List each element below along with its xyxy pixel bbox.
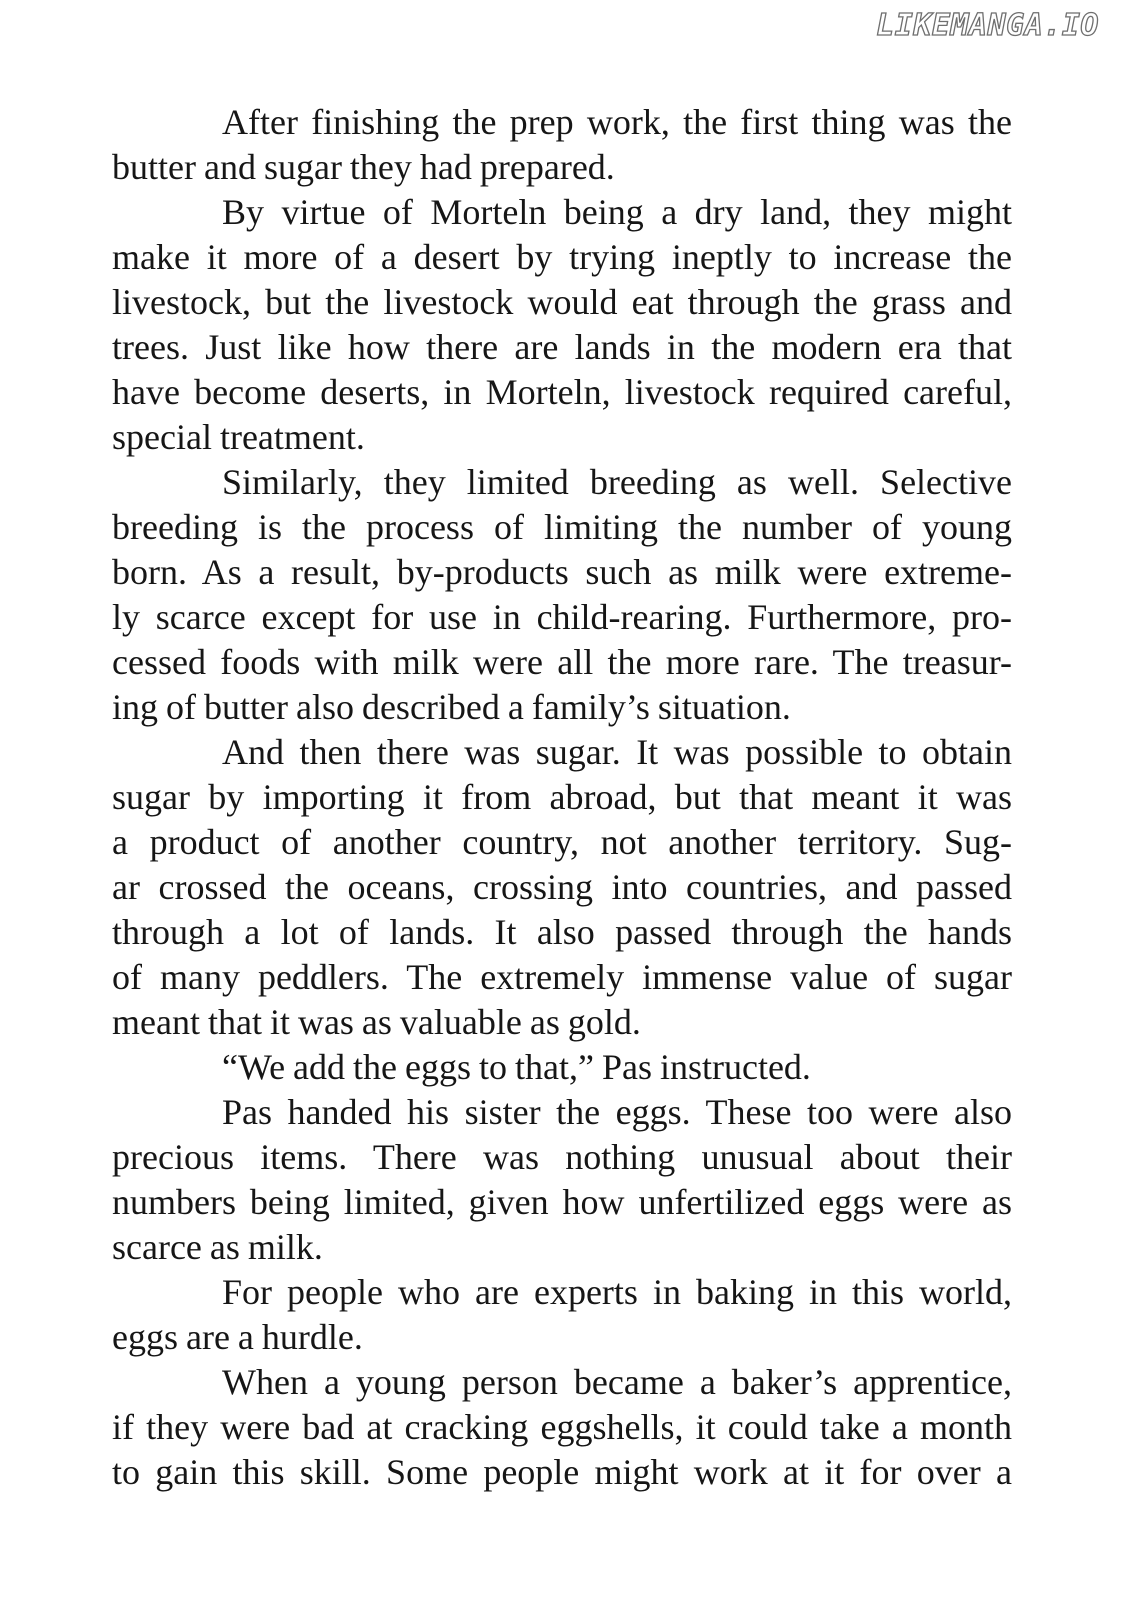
text-line: For people who are experts in baking in this world, [222,1272,1012,1312]
paragraph [112,100,1012,190]
text-line: special treatment. [112,417,365,457]
site-watermark: LIKEMANGA.IO [876,8,1099,43]
text-line: if they were bad at cracking eggshells, it could take a month [112,1407,1012,1447]
text-line: to gain this skill. Some people might work at it for over a [112,1452,1012,1492]
text-line: precious items. There was nothing unusual about their [112,1137,1012,1177]
paragraph [112,1090,1012,1270]
text-line: breeding is the process of limiting the number of young [112,507,1012,547]
paragraph-dialogue [112,1045,1012,1090]
text-line: of many peddlers. The extremely immense value of sugar [112,957,1012,997]
text-line: scarce as milk. [112,1227,323,1267]
text-line: Pas handed his sister the eggs. These too were also [222,1092,1012,1132]
text-line: meant that it was as valuable as gold. [112,1002,641,1042]
paragraph [112,1360,1012,1495]
text-line: ly scarce except for use in child-rearing. Furthermore, pro- [112,597,1012,637]
text-line: After finishing the prep work, the first thing was the [222,102,1012,142]
text-line: trees. Just like how there are lands in the modern era that [112,327,1012,367]
body-text [112,100,1012,1495]
paragraph [112,460,1012,730]
text-line: born. As a result, by-products such as milk were extreme- [112,552,1012,592]
text-line: eggs are a hurdle. [112,1317,363,1357]
text-line: When a young person became a baker’s apprentice, [222,1362,1012,1402]
text-line: through a lot of lands. It also passed through the hands [112,912,1012,952]
paragraph [112,190,1012,460]
text-line: make it more of a desert by trying ineptly to increase the [112,237,1012,277]
text-line: “We add the eggs to that,” Pas instructed. [222,1047,811,1087]
text-line: And then there was sugar. It was possible to obtain [222,732,1012,772]
text-line: have become deserts, in Morteln, livestock required careful, [112,372,1012,412]
text-line: numbers being limited, given how unfertilized eggs were as [112,1182,1012,1222]
paragraph [112,1270,1012,1360]
text-line: a product of another country, not another territory. Sug- [112,822,1012,862]
text-line: livestock, but the livestock would eat through the grass and [112,282,1012,322]
text-line: butter and sugar they had prepared. [112,147,615,187]
paragraph [112,730,1012,1045]
text-line: Similarly, they limited breeding as well. Selective [222,462,1012,502]
text-line: ing of butter also described a family’s situation. [112,687,791,727]
text-line: cessed foods with milk were all the more rare. The treasur- [112,642,1012,682]
text-line: ar crossed the oceans, crossing into countries, and passed [112,867,1012,907]
text-line: By virtue of Morteln being a dry land, they might [222,192,1012,232]
text-line: sugar by importing it from abroad, but that meant it was [112,777,1012,817]
